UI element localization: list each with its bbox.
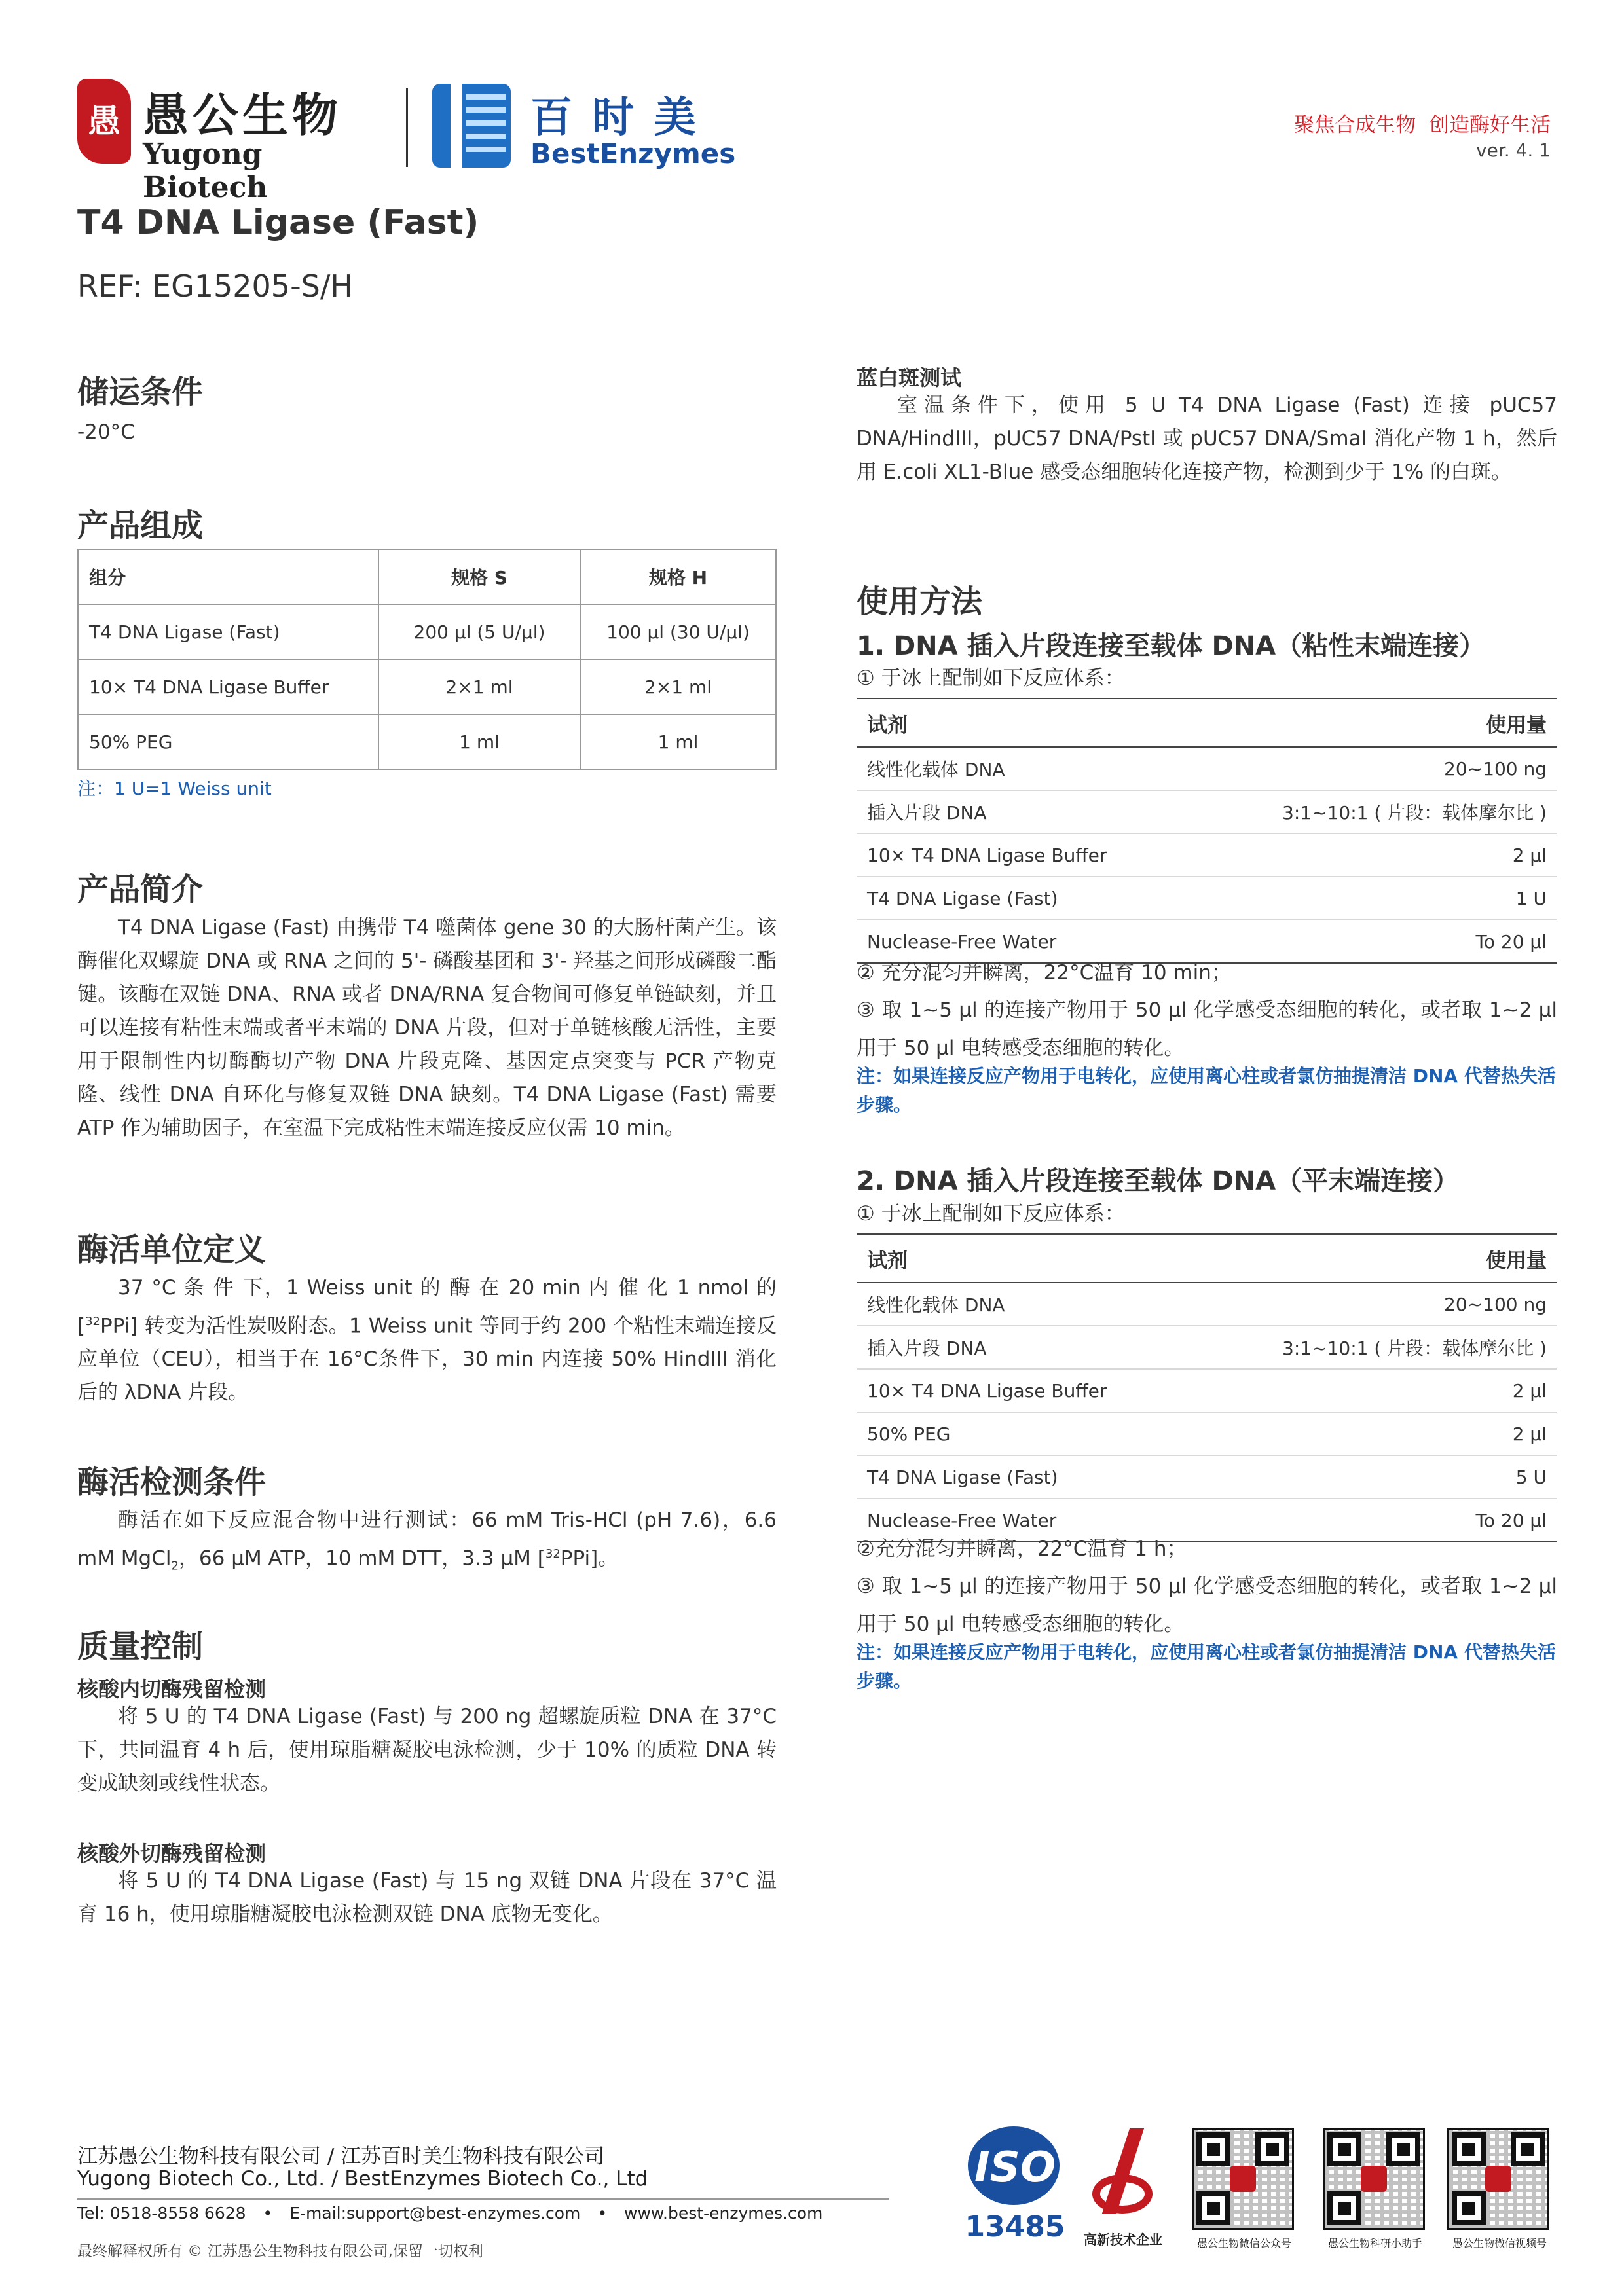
cell: 2 μl — [1190, 833, 1557, 877]
endo-text: 将 5 U 的 T4 DNA Ligase (Fast) 与 200 ng 超螺旋质粒 DNA 在 37°C下，共同温育 4 h 后，使用琼脂糖凝胶电泳检测，少于 10% 的质粒 DNA 转变成缺刻或线性状态。 — [77, 1705, 777, 1795]
table-header-row — [857, 699, 1557, 747]
cell: 50% PEG — [78, 714, 378, 769]
composition-note: 注：1 U=1 Weiss unit — [77, 778, 272, 799]
cell: 20~100 ng — [1190, 747, 1557, 790]
table-row — [857, 1455, 1557, 1499]
blue-white-text: 室温条件下，使用 5 U T4 DNA Ligase (Fast) 连接 pUC57 DNA/HindIII，pUC57 DNA/PstI 或 pUC57 DNA/SmaI 消化产物 1 h，然后用 E.coli XL1-Blue 感受态细胞转化连接产物，检测到少于 1% 的白斑。 — [857, 393, 1557, 484]
cell: 1 ml — [378, 714, 580, 769]
cell: Nuclease-Free Water — [857, 1499, 1190, 1542]
col-size-h: 规格 H — [580, 549, 776, 604]
yugong-seal-icon: 愚 — [77, 79, 131, 164]
usage-section2-step1: ① 于冰上配制如下反应体系： — [857, 1202, 1125, 1226]
composition-table — [77, 549, 777, 770]
usage-section1-step1: ① 于冰上配制如下反应体系： — [857, 666, 1125, 690]
logo-divider — [406, 88, 408, 167]
col-component: 组分 — [78, 549, 378, 604]
bestenzymes-mark-icon — [432, 84, 511, 168]
usage-heading: 使用方法 — [857, 583, 983, 620]
cell: 2 μl — [1190, 1412, 1557, 1455]
cell: T4 DNA Ligase (Fast) — [857, 877, 1190, 920]
qr-code-icon — [1323, 2128, 1425, 2230]
bestenzymes-logo-cn: 百 时 美 — [530, 94, 699, 142]
cell: 3:1~10:1 ( 片段：载体摩尔比 ) — [1190, 1326, 1557, 1369]
exo-text: 将 5 U 的 T4 DNA Ligase (Fast) 与 15 ng 双链 DNA 片段在 37°C 温育 16 h，使用琼脂糖凝胶电泳检测双链 DNA 底物无变化。 — [77, 1869, 777, 1926]
unit-definition-text: 37 °C 条 件 下，1 Weiss unit 的 酶 在 20 min 内 催 化 1 nmol 的 [$^{32}$PPi] 转变为活性炭吸附态。1 Weiss unit 等同于约 200 个粘性末端连接反应单位（CEU），相当于在 16°C条件下，30 min 内连接 50% HindIII 消化后的 λDNA 片段。 — [77, 1276, 777, 1405]
table-row — [857, 1369, 1557, 1412]
col-size-s: 规格 S — [378, 549, 580, 604]
cell: 插入片段 DNA — [857, 790, 1190, 833]
bestenzymes-logo — [432, 84, 736, 175]
cell: 1 U — [1190, 877, 1557, 920]
qr-video-channel[interactable] — [1447, 2128, 1552, 2250]
qr-caption: 愚公生物科研小助手 — [1327, 2237, 1422, 2250]
hightech-label: 高新技术企业 — [1084, 2232, 1162, 2248]
table-row — [857, 790, 1557, 833]
storage-heading: 储运条件 — [77, 374, 204, 410]
usage-section1-title: 1. DNA 插入片段连接至载体 DNA（粘性末端连接） — [857, 631, 1486, 661]
cell: Nuclease-Free Water — [857, 920, 1190, 963]
cell: 10× T4 DNA Ligase Buffer — [78, 659, 378, 714]
usage-section2-step3: ③ 取 1~5 μl 的连接产物用于 50 μl 化学感受态细胞的转化，或者取 1~2 μl 用于 50 μl 电转感受态细胞的转化。 — [857, 1575, 1557, 1636]
footer-company-en: Yugong Biotech Co., Ltd. / BestEnzymes Biotech Co., Ltd — [77, 2167, 648, 2191]
unit-definition-heading: 酶活单位定义 — [77, 1231, 267, 1268]
ref-number: REF: EG15205-S/H — [77, 268, 353, 304]
cell: 2 μl — [1190, 1369, 1557, 1412]
cell: 插入片段 DNA — [857, 1326, 1190, 1369]
usage-section1-step2: ② 充分混匀并瞬离，22°C温育 10 min； — [857, 961, 1232, 985]
page-title: T4 DNA Ligase (Fast) — [77, 203, 479, 242]
slogan: 聚焦合成生物 创造酶好生活 — [1294, 113, 1551, 137]
cell: 2×1 ml — [580, 659, 776, 714]
reaction-table-2 — [857, 1233, 1557, 1542]
cell: 3:1~10:1 ( 片段：载体摩尔比 ) — [1190, 790, 1557, 833]
storage-value: -20°C — [77, 420, 135, 444]
cell: To 20 μl — [1190, 1499, 1557, 1542]
table-row — [857, 1412, 1557, 1455]
cell: T4 DNA Ligase (Fast) — [857, 1455, 1190, 1499]
table-row — [78, 659, 776, 714]
cell: 线性化载体 DNA — [857, 747, 1190, 790]
table-row — [78, 714, 776, 769]
table-header-row — [78, 549, 776, 604]
footer-copyright: 最终解释权所有 © 江苏愚公生物科技有限公司,保留一切权利 — [77, 2243, 483, 2260]
cell: 50% PEG — [857, 1412, 1190, 1455]
bestenzymes-logo-en: BestEnzymes — [530, 137, 736, 170]
cell: 100 μl (30 U/μl) — [580, 604, 776, 659]
col-reagent: 试剂 — [857, 699, 1190, 747]
intro-text: T4 DNA Ligase (Fast) 由携带 T4 噬菌体 gene 30 的大肠杆菌产生。该酶催化双螺旋 DNA 或 RNA 之间的 5'- 磷酸基团和 3'- 羟基之间形成磷酸二酯键。该酶在双链 DNA、RNA 或者 DNA/RNA 复合物间可修复单链缺刻，并且可以连接有粘性末端或者平末端的 DNA 片段，但对于单链核酸无活性，主要用于限制性内切酶酶切产物 DNA 片段克隆、基因定点突变与 PCR 产物克隆、线性 DNA 自环化与修复双链 DNA 缺刻。T4 DNA Ligase (Fast) 需要 ATP 作为辅助因子，在室温下完成粘性末端连接反应仅需 10 min。 — [77, 916, 777, 1140]
qc-heading: 质量控制 — [77, 1628, 204, 1665]
hightech-badge — [1080, 2124, 1166, 2255]
qr-code-icon — [1192, 2128, 1294, 2230]
cell: 10× T4 DNA Ligase Buffer — [857, 1369, 1190, 1412]
cell: 线性化载体 DNA — [857, 1283, 1190, 1326]
col-reagent: 试剂 — [857, 1234, 1190, 1283]
cell: 1 ml — [580, 714, 776, 769]
qr-caption: 愚公生物微信视频号 — [1452, 2237, 1547, 2250]
col-amount: 使用量 — [1190, 1234, 1557, 1283]
usage-section2-note: 注：如果连接反应产物用于电转化，应使用离心柱或者氯仿抽提清洁 DNA 代替热失活步骤。 — [857, 1641, 1556, 1692]
footer-tel: Tel: 0518-8558 6628 — [77, 2204, 246, 2223]
exo-heading: 核酸外切酶残留检测 — [77, 1841, 267, 1866]
table-row — [857, 1326, 1557, 1369]
cell: 10× T4 DNA Ligase Buffer — [857, 833, 1190, 877]
qr-code-icon — [1447, 2128, 1549, 2230]
table-row — [857, 747, 1557, 790]
cell: T4 DNA Ligase (Fast) — [78, 604, 378, 659]
table-header-row — [857, 1234, 1557, 1283]
iso-number: 13485 — [965, 2210, 1065, 2244]
endo-heading: 核酸内切酶残留检测 — [77, 1677, 267, 1702]
reaction-table-1 — [857, 698, 1557, 964]
yugong-logo — [77, 79, 385, 204]
table-row — [857, 877, 1557, 920]
usage-section1-step3: ③ 取 1~5 μl 的连接产物用于 50 μl 化学感受态细胞的转化，或者取 1~2 μl 用于 50 μl 电转感受态细胞的转化。 — [857, 998, 1557, 1060]
col-amount: 使用量 — [1190, 699, 1557, 747]
assay-heading: 酶活检测条件 — [77, 1464, 267, 1501]
intro-heading: 产品简介 — [77, 871, 204, 908]
footer-divider — [77, 2198, 889, 2200]
yugong-logo-en: Yugong Biotech — [143, 137, 268, 204]
table-row — [857, 1283, 1557, 1326]
footer-contact: Tel: 0518-8558 6628 • E-mail:support@best-enzymes.com • www.best-enzymes.com — [77, 2204, 823, 2223]
cell: 2×1 ml — [378, 659, 580, 714]
footer-website[interactable]: www.best-enzymes.com — [624, 2204, 823, 2223]
cell: To 20 μl — [1190, 920, 1557, 963]
iso-badge — [963, 2126, 1067, 2251]
usage-section1-note: 注：如果连接反应产物用于电转化，应使用离心柱或者氯仿抽提清洁 DNA 代替热失活步骤。 — [857, 1065, 1556, 1116]
iso-label: ISO — [974, 2143, 1056, 2192]
usage-section2-step2: ②充分混匀并瞬离，22°C温育 1 h； — [857, 1537, 1187, 1561]
cell: 200 μl (5 U/μl) — [378, 604, 580, 659]
table-row — [857, 833, 1557, 877]
qr-research-assistant[interactable] — [1323, 2128, 1428, 2250]
table-row — [78, 604, 776, 659]
assay-text: 酶活在如下反应混合物中进行测试：66 mM Tris-HCl (pH 7.6)，6.6 mM MgCl$_2$，66 μM ATP，10 mM DTT，3.3 μM [$^{32}$PPi]。 — [77, 1508, 777, 1573]
usage-section2-title: 2. DNA 插入片段连接至载体 DNA（平末端连接） — [857, 1166, 1460, 1196]
version: ver. 4. 1 — [1476, 139, 1551, 161]
yugong-logo-cn: 愚公生物 — [143, 88, 342, 142]
qr-wechat-official[interactable] — [1192, 2128, 1297, 2250]
cell: 20~100 ng — [1190, 1283, 1557, 1326]
blue-white-heading: 蓝白斑测试 — [857, 365, 962, 390]
composition-heading: 产品组成 — [77, 507, 204, 544]
hightech-logo-icon — [1090, 2128, 1155, 2220]
footer-company-cn: 江苏愚公生物科技有限公司 / 江苏百时美生物科技有限公司 — [77, 2145, 605, 2168]
footer-email[interactable]: E-mail:support@best-enzymes.com — [289, 2204, 581, 2223]
qr-caption: 愚公生物微信公众号 — [1196, 2237, 1291, 2250]
cell: 5 U — [1190, 1455, 1557, 1499]
